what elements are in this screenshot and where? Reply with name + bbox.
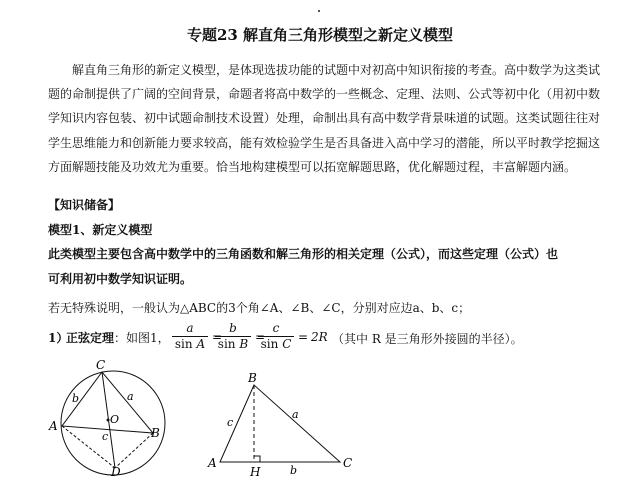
law-lead: ：如图1， <box>114 331 170 345</box>
label-b: b <box>72 392 80 405</box>
intro-line-5: 方面解题技能及功效尤为重要。恰当地构建模型可以拓宽解题思路，优化解题过程，丰富解题内涵。 <box>48 160 577 174</box>
triangle-ABC-2 <box>220 385 340 462</box>
intro-line-3: 学知识内容包装、初中试题命制技术设置）处理，命制出具有高中数学背景味道的试题。这类试题往往对 <box>48 111 601 125</box>
frac2-var: B <box>239 337 249 351</box>
label-C-2: C <box>343 456 353 470</box>
figure-2-altitude-diagram <box>200 362 360 484</box>
label-C: C <box>96 358 106 372</box>
law-name: 正弦定理 <box>66 331 115 345</box>
label-A-2: A <box>208 456 217 470</box>
label-D: D <box>111 465 121 479</box>
label-H: H <box>250 465 261 479</box>
label-a: a <box>127 390 134 403</box>
label-b-2: b <box>290 464 298 477</box>
frac1-var: A <box>196 337 206 351</box>
label-B-2: B <box>248 371 257 385</box>
law-prefix: 1） <box>48 331 69 345</box>
equals-3: = <box>298 330 309 344</box>
frac2-numerator: b <box>215 321 251 337</box>
bold-line-2: 可利用初中数学知识证明。 <box>48 272 193 286</box>
label-O: O <box>110 413 120 426</box>
frac2-denominator <box>215 337 251 352</box>
bold-line-1: 此类模型主要包含高中数学中的三角函数和解三角形的相关定理（公式），而这些定理（公式）也 <box>48 247 559 261</box>
equals-1: = <box>212 330 223 344</box>
fraction-a-over-sinA <box>172 321 208 352</box>
frac2-fn: sin <box>217 337 236 351</box>
segment-BD <box>115 433 153 468</box>
label-c-2: c <box>227 416 234 429</box>
right-angle-mark <box>254 456 260 462</box>
frac3-numerator: c <box>258 321 294 337</box>
frac1-numerator: a <box>172 321 208 337</box>
model-title: 模型1、新定义模型 <box>48 223 153 237</box>
intro-line-1: 解直角三角形的新定义模型，是体现选拔功能的试题中对初高中知识衔接的考查。高中数学为这类试 <box>72 63 601 77</box>
label-c: c <box>102 430 109 443</box>
scan-dot <box>318 10 320 12</box>
frac1-denominator <box>172 337 208 352</box>
law-note: （其中 R 是三角形外接圆的半径）。 <box>332 332 523 346</box>
section-header: 【知识储备】 <box>48 198 121 212</box>
label-B: B <box>151 426 160 440</box>
label-a-2: a <box>292 408 299 421</box>
intro-line-4: 学生思维能力和创新能力要求较高，能有效检验学生是否具备进入高中学习的潜能，所以平时教学挖掘这 <box>48 136 601 150</box>
frac3-fn: sin <box>260 337 279 351</box>
frac3-var: C <box>282 337 292 351</box>
label-A: A <box>49 419 58 433</box>
frac3-denominator <box>258 337 294 352</box>
intro-line-2: 题的命制提供了广阔的空间背景，命题者将高中数学的一些概念、定理、法则、公式等初中化（用初中数 <box>48 87 601 101</box>
rhs-2R: 2R <box>311 330 328 344</box>
page-title: 专题23 解直角三角形模型之新定义模型 <box>186 26 454 44</box>
frac1-fn: sin <box>174 337 193 351</box>
fraction-b-over-sinB <box>215 321 251 352</box>
fraction-c-over-sinC <box>258 321 294 352</box>
equals-2: = <box>255 330 266 344</box>
figure-1-circle-diagram <box>40 358 190 484</box>
assumption-line: 若无特殊说明，一般认为△ABC的3个角∠A、∠B、∠C，分别对应边a、b、c； <box>48 301 471 315</box>
